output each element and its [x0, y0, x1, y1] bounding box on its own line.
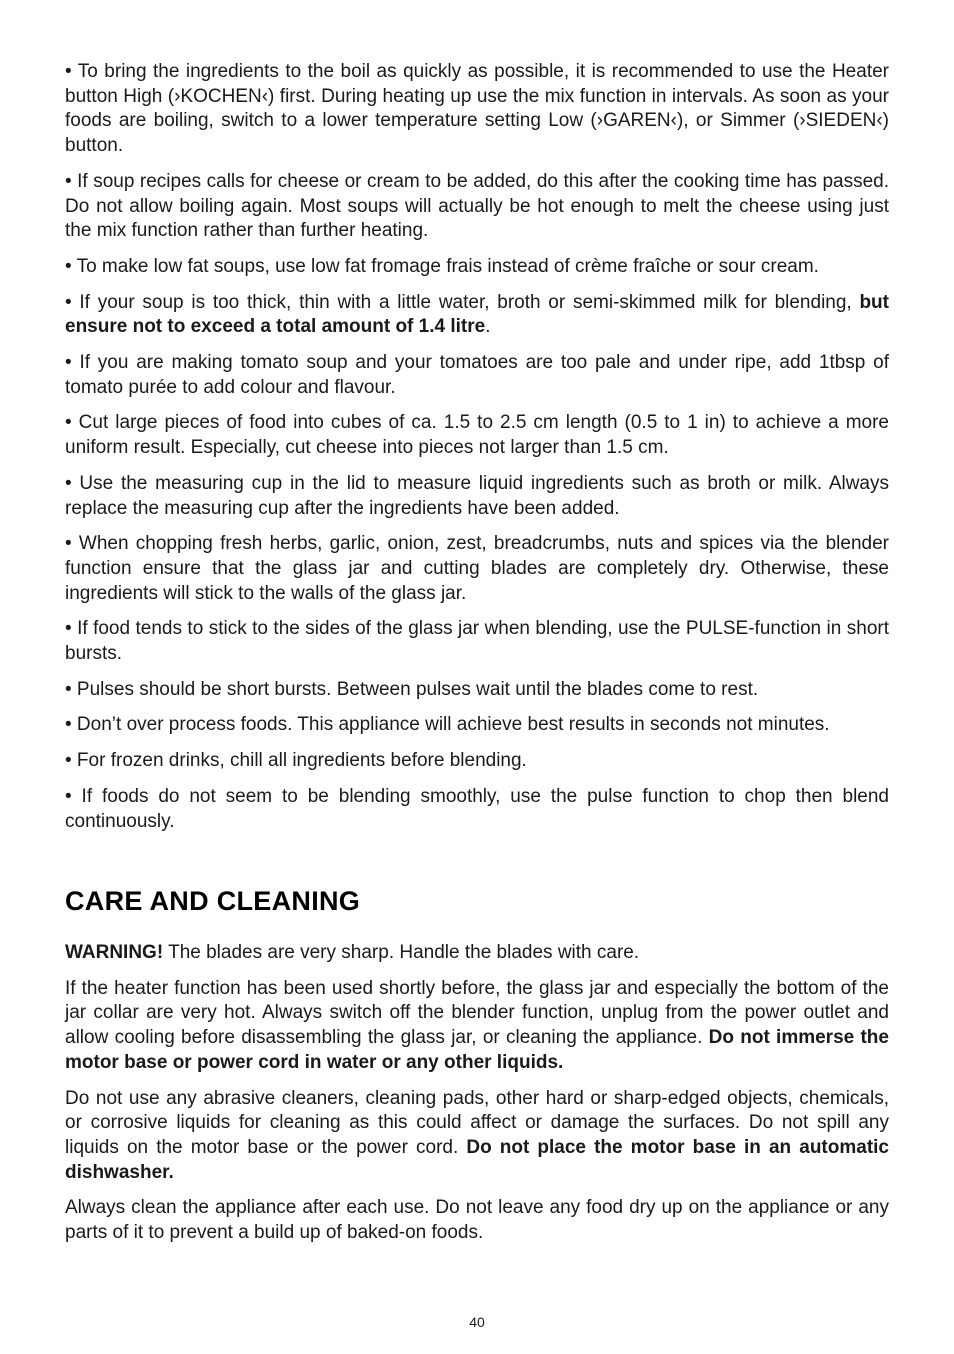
tip-paragraph: • If soup recipes calls for cheese or cream to be added, do this after the cooking time has passed. Do not allow boiling again. Most soups will actually be hot enough to melt the cheese using just the mix function rather than further heating. [65, 170, 889, 242]
tip-text: • If your soup is too thick, thin with a little water, broth or semi-skimmed milk for blending, [65, 291, 860, 313]
care-section [65, 941, 889, 1257]
tip-paragraph: • To bring the ingredients to the boil as quickly as possible, it is recommended to use the Heater button High (›KOCHEN‹) first. During heating up use the mix function in intervals. As soon as your foods are boiling, switch to a lower temperature setting Low (›GAREN‹), or Simmer (›SIEDEN‹) button. [65, 61, 889, 157]
care-paragraph: Always clean the appliance after each use. Do not leave any food dry up on the appliance or any parts of it to prevent a build up of baked-on foods. [65, 1197, 889, 1244]
tip-paragraph: • When chopping fresh herbs, garlic, onion, zest, breadcrumbs, nuts and spices via the blender function ensure that the glass jar and cutting blades are completely dry. Otherwise, these ingredients will stick to the walls of the glass jar. [65, 533, 889, 604]
tip-paragraph: • If food tends to stick to the sides of the glass jar when blending, use the PULSE-function in short bursts. [65, 618, 889, 665]
tip-paragraph: • To make low fat soups, use low fat fromage frais instead of crème fraîche or sour cream. [65, 255, 819, 277]
tip-paragraph: • Don’t over process foods. This appliance will achieve best results in seconds not minutes. [65, 714, 830, 736]
section-heading: CARE AND CLEANING [65, 886, 361, 916]
tip-paragraph: • If you are making tomato soup and your tomatoes are too pale and under ripe, add 1tbsp of tomato purée to add colour and flavour. [65, 352, 889, 398]
warning-paragraph [65, 941, 889, 966]
care-paragraph [65, 1087, 889, 1186]
warning-text: The blades are very sharp. Handle the blades with care. [163, 942, 640, 963]
care-text: If the heater function has been used shortly before, the glass jar and especially the bottom of the jar collar are very hot. Always switch off the blender function, unplug from the power outlet and allow cooling before disassembling the glass jar, or cleaning the appliance. [65, 977, 889, 1049]
tips-list [65, 60, 889, 845]
care-paragraph [65, 977, 889, 1076]
care-emphasis: Do not place the motor base in an automatic dishwasher. [65, 1136, 889, 1183]
tip-paragraph [65, 291, 889, 340]
page-number: 40 [469, 1314, 485, 1330]
warning-label: WARNING! [65, 942, 164, 963]
care-emphasis: Do not immerse the motor base or power cord in water or any other liquids. [65, 1027, 889, 1073]
tip-paragraph: • If foods do not seem to be blending smoothly, use the pulse function to chop then blend continuously. [65, 785, 889, 832]
tip-emphasis: but ensure not to exceed a total amount of 1.4 litre [65, 291, 889, 338]
care-text: Do not use any abrasive cleaners, cleaning pads, other hard or sharp-edged objects, chemicals, or corrosive liquids for cleaning as this could affect or damage the surfaces. Do not spill any liquids on the motor base or the power cord. [65, 1087, 889, 1158]
tip-text-end: . [485, 316, 491, 338]
tip-paragraph: • Cut large pieces of food into cubes of ca. 1.5 to 2.5 cm length (0.5 to 1 in) to achieve a more uniform result. Especially, cut cheese into pieces not larger than 1.5 cm. [65, 412, 889, 459]
tip-paragraph: • Pulses should be short bursts. Between pulses wait until the blades come to rest. [65, 678, 759, 700]
tip-paragraph: • For frozen drinks, chill all ingredients before blending. [65, 750, 527, 772]
tip-paragraph: • Use the measuring cup in the lid to measure liquid ingredients such as broth or milk. Always replace the measuring cup after the ingredients have been added. [65, 472, 889, 519]
